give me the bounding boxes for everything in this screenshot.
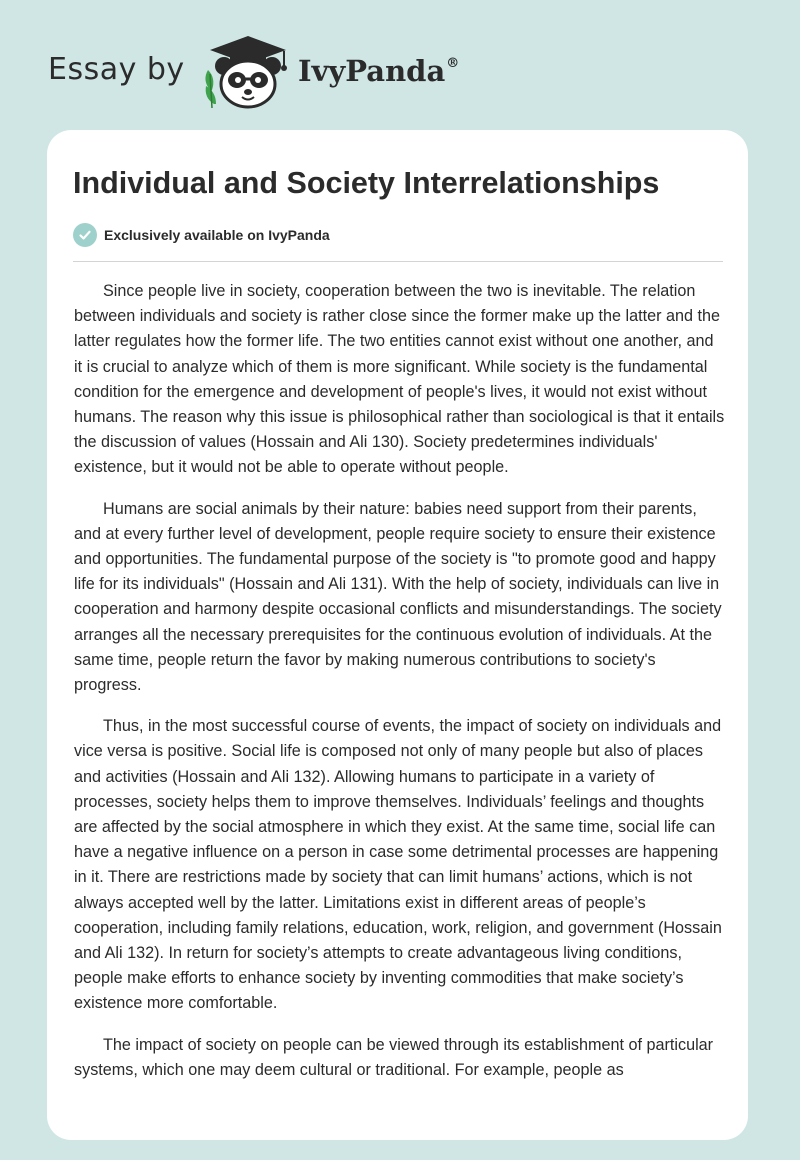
- paragraph-1: Since people live in society, cooperation between the two is inevitable. The relation between individuals and society is rather close since the former make up the latter and the latter regulates how the former life. The two entities cannot exist without one another, and it is crucial to analyze which of them is more significant. While society is the fundamental condition for the emergence and development of people's lives, it would not exist without humans. The reason why this issue is philosophical rather than sociological is that it entails the discussion of values (Hossain and Ali 130). Society predetermines individuals' existence, but it would not be able to operate without people.: [74, 282, 725, 477]
- check-circle-icon: [73, 223, 97, 247]
- paragraph-4: The impact of society on people can be viewed through its establishment of particular systems, which one may deem cultural or traditional. For example, people as: [74, 1035, 714, 1079]
- essay-by-label: Essay by: [48, 52, 185, 87]
- brand-name-text: IvyPanda: [298, 54, 446, 88]
- title-divider: [73, 261, 723, 262]
- paragraph-2: Humans are social animals by their nature: babies need support from their parents, and at every further level of development, people require society to ensure their existence and opportunities. The fundamental purpose of the society is "to promote good and happy life for its individuals" (Hossain and Ali 131). With the help of society, individuals can live in cooperation and harmony despite occasional conflicts and misunderstandings. The society arranges all the necessary prerequisites for the continuous evolution of individuals. At the same time, people return the favor by making numerous contributions to society's progress.: [74, 499, 722, 695]
- exclusive-badge-label: Exclusively available on IvyPanda: [104, 227, 330, 243]
- essay-body: [74, 279, 726, 1099]
- brand-name: [298, 54, 459, 88]
- site-header: [48, 34, 508, 114]
- registered-mark: ®: [446, 56, 460, 71]
- essay-card: [47, 130, 748, 1140]
- panda-graduate-icon: [200, 34, 296, 110]
- paragraph-3: Thus, in the most successful course of events, the impact of society on individuals and vice versa is positive. Social life is composed not only of many people but also of places and activities (Hossain and Ali 132). Allowing humans to participate in a variety of processes, society helps them to improve themselves. Individuals’ feelings and thoughts are affected by the social atmosphere in which they exist. At the same time, social life can have a negative influence on a person in case some detrimental processes are happening in it. There are restrictions made by society that can limit humans’ actions, which is not always accepted well by the latter. Limitations exist in different areas of people’s cooperation, including family relations, education, work, religion, and government (Hossain and Ali 132). In return for society’s attempts to create advantageous living conditions, people make efforts to enhance society by inventing commodities that make society’s existence more comfortable.: [74, 717, 722, 1013]
- page-title: Individual and Society Interrelationships: [73, 166, 660, 200]
- exclusive-badge: [73, 222, 330, 248]
